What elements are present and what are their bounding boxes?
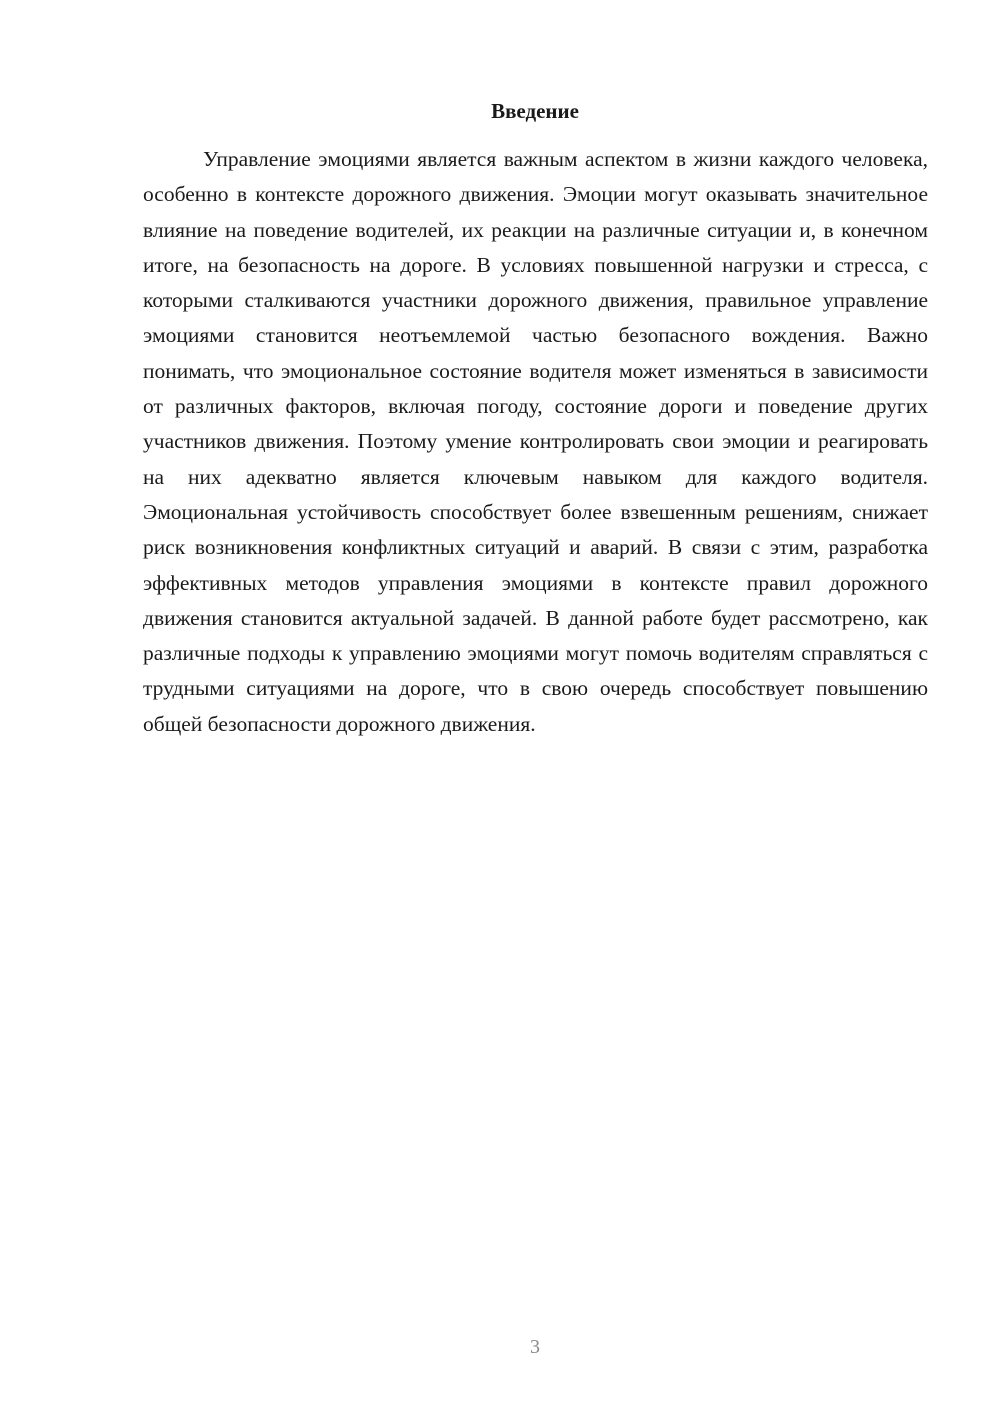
section-heading: Введение xyxy=(491,99,579,123)
page-number: 3 xyxy=(530,1336,540,1358)
body-paragraph: Управление эмоциями является важным аспектом в жизни каждого человека, особенно в контексте дорожного движения. Эмоции могут оказывать значительное влияние на поведение водителей, их реакции на различные ситуации и, в конечном итоге, на безопасность на дороге. В условиях повышенной нагрузки и стресса, с которыми сталкиваются участники дорожного движения, правильное управление эмоциями становится неотъемлемой частью безопасного вождения. Важно понимать, что эмоциональное состояние водителя может изменяться в зависимости от различных факторов, включая погоду, состояние дороги и поведение других участников движения. Поэтому умение контролировать свои эмоции и реагировать на них адекватно является ключевым навыком для каждого водителя. Эмоциональная устойчивость способствует более взвешенным решениям, снижает риск возникновения конфликтных ситуаций и аварий. В связи с этим, разработка эффективных методов управления эмоциями в контексте правил дорожного движения становится актуальной задачей. В данной работе будет рассмотрено, как различные подходы к управлению эмоциями могут помочь водителям справляться с трудными ситуациями на дороге, что в свою очередь способствует повышению общей безопасности дорожного движения. xyxy=(143,147,928,736)
